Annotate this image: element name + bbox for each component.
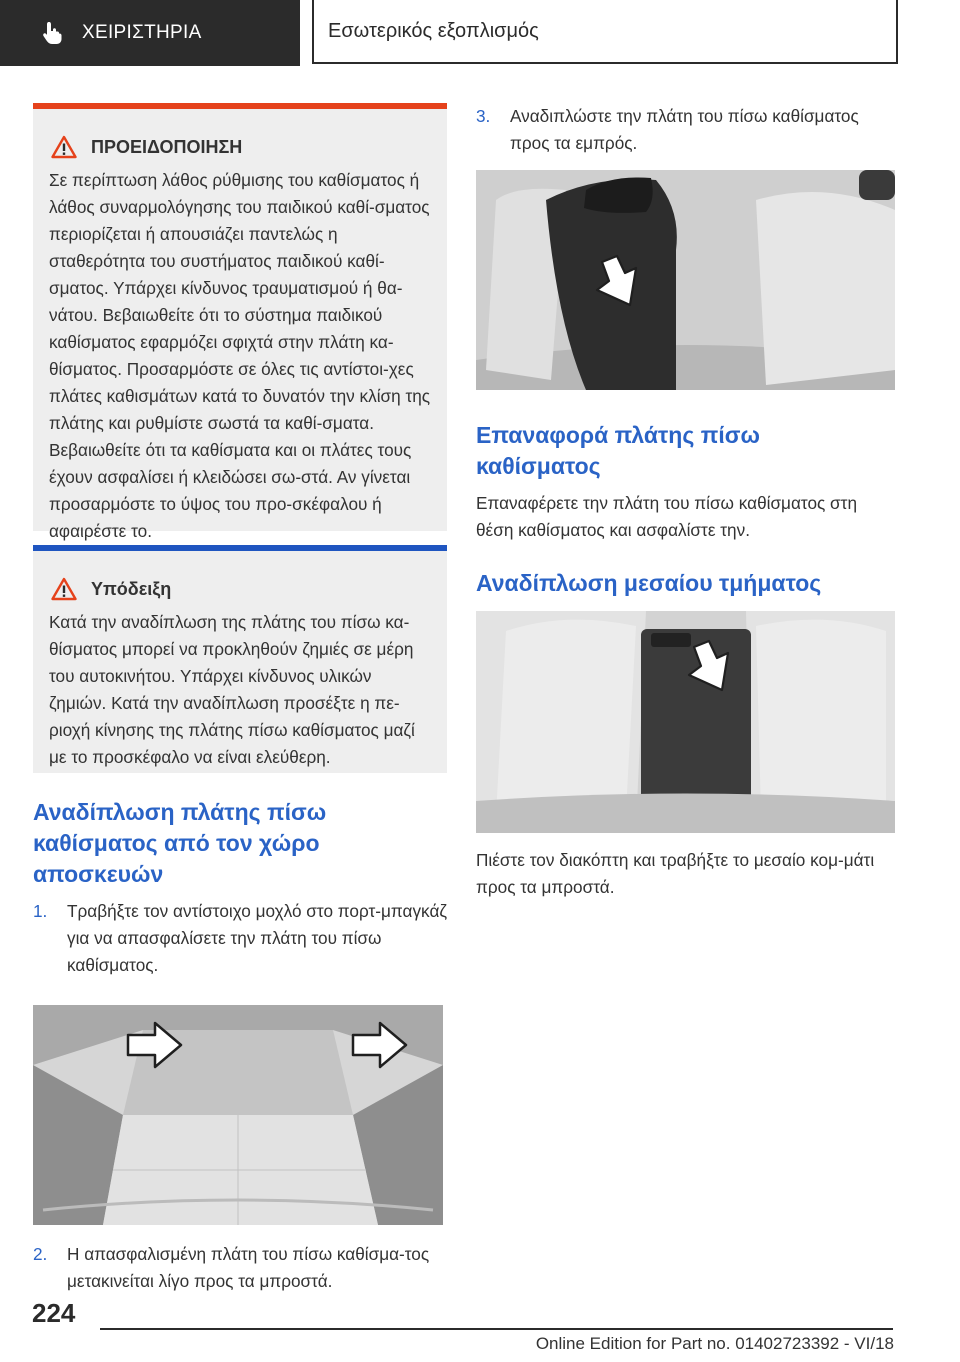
heading-restore: Επαναφορά πλάτης πίσω καθίσματος (476, 422, 760, 479)
left-column (33, 103, 447, 1295)
heading-fold-from-trunk: Αναδίπλωση πλάτης πίσω καθίσματος από τον χώρο αποσκευών (33, 799, 327, 887)
step-2 (33, 1241, 447, 1295)
middle-section-photo (476, 611, 895, 833)
step-number: 2. (33, 1244, 48, 1264)
edition-info: Online Edition for Part no. 01402723392 - VI/18 (535, 1334, 894, 1353)
step-1 (33, 898, 447, 979)
step-3 (476, 103, 896, 157)
page-number: 224 (32, 1298, 76, 1328)
warning-box (33, 103, 447, 541)
right-column (476, 103, 896, 901)
heading-middle: Αναδίπλωση μεσαίου τμήματος (476, 570, 822, 596)
manual-tab[interactable] (0, 0, 300, 66)
seat-fold-photo (476, 170, 895, 390)
middle-text: Πιέστε τον διακόπτη και τραβήξτε το μεσαίο κομ-μάτι προς τα μπροστά. (476, 850, 875, 897)
caution-triangle-icon (51, 577, 77, 601)
section-header (312, 0, 898, 64)
step-number: 3. (476, 106, 491, 126)
step-text: Η απασφαλισμένη πλάτη του πίσω καθίσμα-τος μετακινείται λίγο προς τα μπροστά. (67, 1244, 430, 1291)
hand-pointer-icon (40, 20, 66, 46)
warning-text: Σε περίπτωση λάθος ρύθμισης του καθίσματος ή λάθος συναρμολόγησης του παιδικού καθί-σματος περιορίζεται ή απουσιάζει παντελώς η σταθερότητα του συστήματος παιδικού καθί-σματος. Υπάρχει κίνδυνος τραυματισμού ή θα-νάτου. Βεβαιωθείτε ότι το σύστημα παιδικού καθίσματος εφαρμόζει σφιχτά στην πλάτη κα-θίσματος. Προσαρμόστε σε όλες τις αντίστοι-χες πλάτες καθισμάτων κατά το δυνατόν την κλίση της πλάτης και ρυθμίστε σωστά τα καθί-σματα. Βεβαιωθείτε ότι τα καθίσματα και οι πλάτες τους έχουν ασφαλίσει ή κλειδώσει σω-στά. Αν γίνεται προσαρμόστε το ύψος του προ-σκέφαλου ή αφαιρέστε το. (49, 170, 431, 541)
warning-triangle-icon (51, 135, 77, 159)
note-text: Κατά την αναδίπλωση της πλάτης του πίσω κα-θίσματος μπορεί να προκληθούν ζημιές σε μέρη του αυτοκινήτου. Υπάρχει κίνδυνος υλικών ζημιών. Κατά την αναδίπλωση προσέξτε η πε-ριοχή κίνησης της πλάτης πίσω καθίσματος μαζί με το προσκέφαλο να είναι ελεύθερη. (49, 612, 415, 767)
footer-divider (100, 1328, 893, 1330)
warning-title: ΠΡΟΕΙΔΟΠΟΙΗΣΗ (91, 136, 243, 157)
note-box (33, 545, 447, 773)
manual-label: ΧΕΙΡΙΣΤΗΡΙΑ (82, 22, 202, 43)
section-label: Εσωτερικός εξοπλισμός (328, 19, 539, 42)
trunk-photo (33, 1005, 443, 1225)
step-number: 1. (33, 901, 48, 921)
step-text: Αναδιπλώστε την πλάτη του πίσω καθίσματος προς τα εμπρός. (510, 106, 859, 153)
step-text: Τραβήξτε τον αντίστοιχο μοχλό στο πορτ-μπαγκάζ για να απασφαλίσετε την πλάτη του πίσω καθίσματος. (67, 901, 447, 975)
note-title: Υπόδειξη (91, 578, 172, 599)
restore-text: Επαναφέρετε την πλάτη του πίσω καθίσματος στη θέση καθίσματος και ασφαλίστε την. (476, 493, 858, 540)
